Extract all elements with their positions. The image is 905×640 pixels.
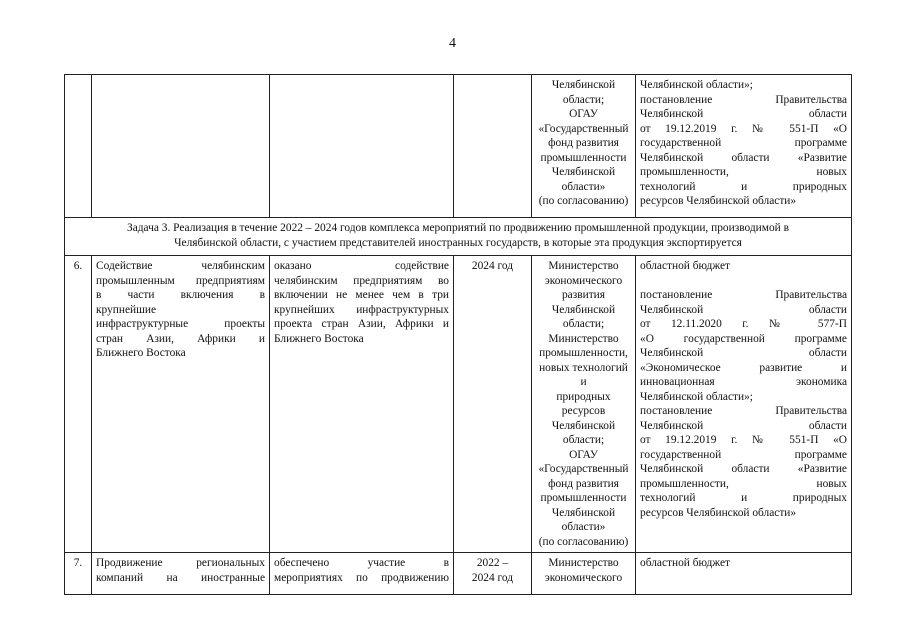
measures-table	[64, 74, 852, 595]
cell-source: областной бюджет постановление Правительства Челябинской области от 12.11.2020 г. № 577-П «О государственной программе Челябинской области «Экономическое развитие и инновационная экономика Челябинской области»; постановление Правительства Челябинской области от 19.12.2019 г. № 551-П «О государственной программе Челябинской области «Развитие промышленности, новых технологий и природных ресурсов Челябинской области»	[636, 256, 852, 553]
cell-source: областной бюджет	[636, 553, 852, 595]
cell-num	[65, 75, 92, 218]
cell-executor: Челябинской области; ОГАУ «Государственный фонд развития промышленности Челябинской области» (по согласованию)	[532, 75, 636, 218]
table-row-7	[65, 553, 852, 595]
cell-period	[454, 75, 532, 218]
cell-period: 2022 – 2024 год	[454, 553, 532, 595]
table-row-6	[65, 256, 852, 553]
cell-result	[270, 75, 454, 218]
cell-executor: Министерство экономического	[532, 553, 636, 595]
cell-action	[92, 75, 270, 218]
table-row-task	[65, 218, 852, 256]
cell-result: обеспечено участие в мероприятиях по продвижению	[270, 553, 454, 595]
cell-source: Челябинской области»; постановление Правительства Челябинской области от 19.12.2019 г. № 551-П «О государственной программе Челябинской области «Развитие промышленности, новых технологий и природных ресурсов Челябинской области»	[636, 75, 852, 218]
cell-num: 6.	[65, 256, 92, 553]
cell-result: оказано содействие челябинским предприятиям во включении не менее чем в три крупнейших инфраструктурных проекта стран Азии, Африки и Ближнего Востока	[270, 256, 454, 553]
table-row-continuation	[65, 75, 852, 218]
page-number: 4	[449, 36, 456, 51]
cell-executor: Министерство экономического развития Челябинской области; Министерство промышленности, новых технологий и природных ресурсов Челябинской области; ОГАУ «Государственный фонд развития промышленности Челябинской области» (по согласованию)	[532, 256, 636, 553]
cell-action: Содействие челябинским промышленным предприятиям в части включения в крупнейшие инфраструктурные проекты стран Азии, Африки и Ближнего Востока	[92, 256, 270, 553]
cell-action: Продвижение региональных компаний на иностранные	[92, 553, 270, 595]
cell-num: 7.	[65, 553, 92, 595]
task-heading: Задача 3. Реализация в течение 2022 – 2024 годов комплекса мероприятий по продвижению промышленной продукции, производимой в Челябинской области, с участием представителей иностранных государств, в которые эта продукция экспортируется	[65, 218, 852, 256]
cell-period: 2024 год	[454, 256, 532, 553]
